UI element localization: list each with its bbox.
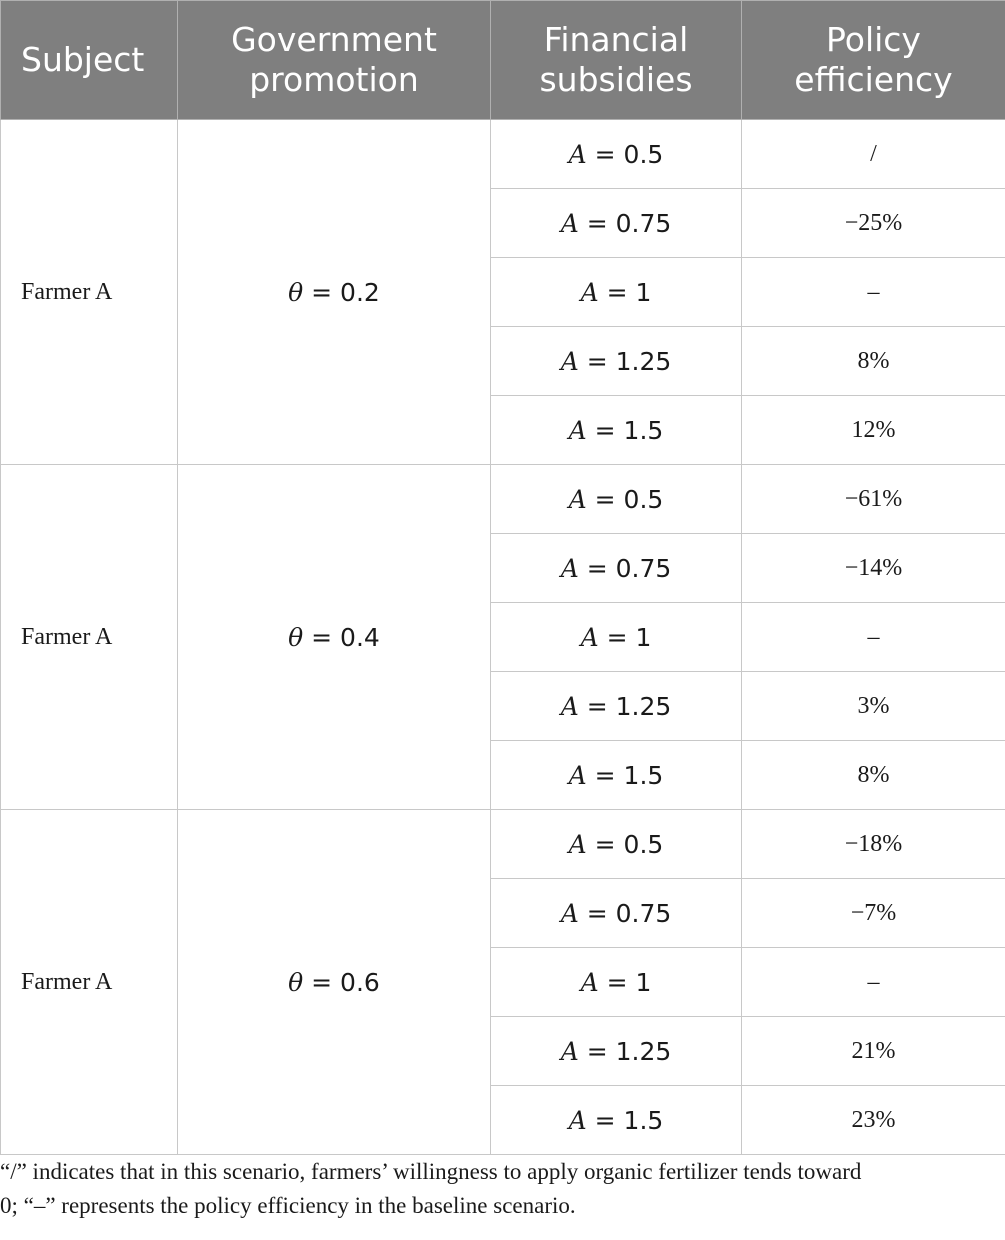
header-subject	[1, 1, 178, 120]
table-footnote	[0, 1155, 1005, 1223]
table-header-row	[1, 1, 1005, 120]
subsidy-value: = 1.5	[586, 1105, 664, 1135]
policy-efficiency-cell: −25%	[742, 189, 1005, 258]
policy-efficiency-cell: −7%	[742, 879, 1005, 948]
subsidy-value: = 1	[598, 277, 652, 307]
subsidy-symbol: A	[560, 553, 579, 583]
financial-subsidy-cell	[491, 603, 742, 672]
financial-subsidy-cell	[491, 1017, 742, 1086]
theta-symbol: θ	[288, 967, 304, 997]
government-promotion-cell	[178, 465, 491, 810]
financial-subsidy-cell	[491, 1086, 742, 1155]
subsidy-symbol: A	[568, 760, 587, 790]
header-financial-subsidies	[491, 1, 742, 120]
subsidy-value: = 1.5	[586, 415, 664, 445]
subject-cell: Farmer A	[1, 810, 178, 1155]
government-promotion-cell	[178, 120, 491, 465]
theta-symbol: θ	[288, 622, 304, 652]
policy-efficiency-cell: −14%	[742, 534, 1005, 603]
policy-efficiency-cell: –	[742, 948, 1005, 1017]
subsidy-value: = 1	[598, 967, 652, 997]
subsidy-symbol: A	[568, 484, 587, 514]
table-row	[1, 465, 1005, 534]
policy-efficiency-cell: 8%	[742, 327, 1005, 396]
footnote-line-1: “/” indicates that in this scenario, farmers’ willingness to apply organic fertilizer tends toward	[0, 1159, 862, 1184]
policy-efficiency-cell: 12%	[742, 396, 1005, 465]
header-subject-label: Subject	[21, 40, 145, 79]
theta-value: = 0.2	[303, 277, 380, 307]
policy-efficiency-cell: /	[742, 120, 1005, 189]
table-body	[1, 120, 1005, 1155]
financial-subsidy-cell	[491, 741, 742, 810]
policy-efficiency-cell: 3%	[742, 672, 1005, 741]
subsidy-value: = 0.5	[586, 829, 664, 859]
header-financial-line2: subsidies	[539, 60, 693, 99]
subsidy-symbol: A	[580, 622, 599, 652]
financial-subsidy-cell	[491, 879, 742, 948]
theta-value: = 0.6	[303, 967, 380, 997]
subsidy-value: = 1.25	[578, 1036, 672, 1066]
financial-subsidy-cell	[491, 465, 742, 534]
subsidy-value: = 1.5	[586, 760, 664, 790]
header-government-line2: promotion	[249, 60, 419, 99]
subsidy-symbol: A	[580, 277, 599, 307]
financial-subsidy-cell	[491, 810, 742, 879]
subsidy-symbol: A	[560, 691, 579, 721]
subsidy-symbol: A	[568, 415, 587, 445]
financial-subsidy-cell	[491, 120, 742, 189]
header-government-promotion	[178, 1, 491, 120]
policy-efficiency-cell: −61%	[742, 465, 1005, 534]
policy-efficiency-cell: 8%	[742, 741, 1005, 810]
subsidy-symbol: A	[560, 1036, 579, 1066]
financial-subsidy-cell	[491, 258, 742, 327]
footnote-line-2: 0; “–” represents the policy efficiency in the baseline scenario.	[0, 1193, 576, 1218]
subsidy-value: = 1.25	[578, 346, 672, 376]
subject-cell: Farmer A	[1, 120, 178, 465]
header-financial-line1: Financial	[543, 20, 689, 59]
subsidy-symbol: A	[560, 898, 579, 928]
subsidy-symbol: A	[560, 208, 579, 238]
financial-subsidy-cell	[491, 396, 742, 465]
subsidy-symbol: A	[568, 829, 587, 859]
policy-efficiency-cell: –	[742, 258, 1005, 327]
policy-efficiency-cell: −18%	[742, 810, 1005, 879]
subsidy-value: = 0.5	[586, 484, 664, 514]
subsidy-symbol: A	[580, 967, 599, 997]
theta-value: = 0.4	[303, 622, 380, 652]
government-promotion-cell	[178, 810, 491, 1155]
financial-subsidy-cell	[491, 327, 742, 396]
financial-subsidy-cell	[491, 948, 742, 1017]
policy-efficiency-cell: 23%	[742, 1086, 1005, 1155]
policy-efficiency-cell: –	[742, 603, 1005, 672]
financial-subsidy-cell	[491, 534, 742, 603]
subsidy-symbol: A	[568, 139, 587, 169]
subsidy-symbol: A	[568, 1105, 587, 1135]
subsidy-value: = 0.75	[578, 553, 672, 583]
financial-subsidy-cell	[491, 672, 742, 741]
subsidy-value: = 0.5	[586, 139, 664, 169]
header-policy-line1: Policy	[826, 20, 921, 59]
header-government-line1: Government	[231, 20, 437, 59]
subsidy-symbol: A	[560, 346, 579, 376]
subject-cell: Farmer A	[1, 465, 178, 810]
header-policy-efficiency	[742, 1, 1005, 120]
table-row	[1, 120, 1005, 189]
financial-subsidy-cell	[491, 189, 742, 258]
subsidy-value: = 1	[598, 622, 652, 652]
header-policy-line2: efficiency	[794, 60, 953, 99]
theta-symbol: θ	[288, 277, 304, 307]
table-row	[1, 810, 1005, 879]
subsidy-value: = 1.25	[578, 691, 672, 721]
subsidy-value: = 0.75	[578, 208, 672, 238]
subsidy-value: = 0.75	[578, 898, 672, 928]
policy-efficiency-cell: 21%	[742, 1017, 1005, 1086]
